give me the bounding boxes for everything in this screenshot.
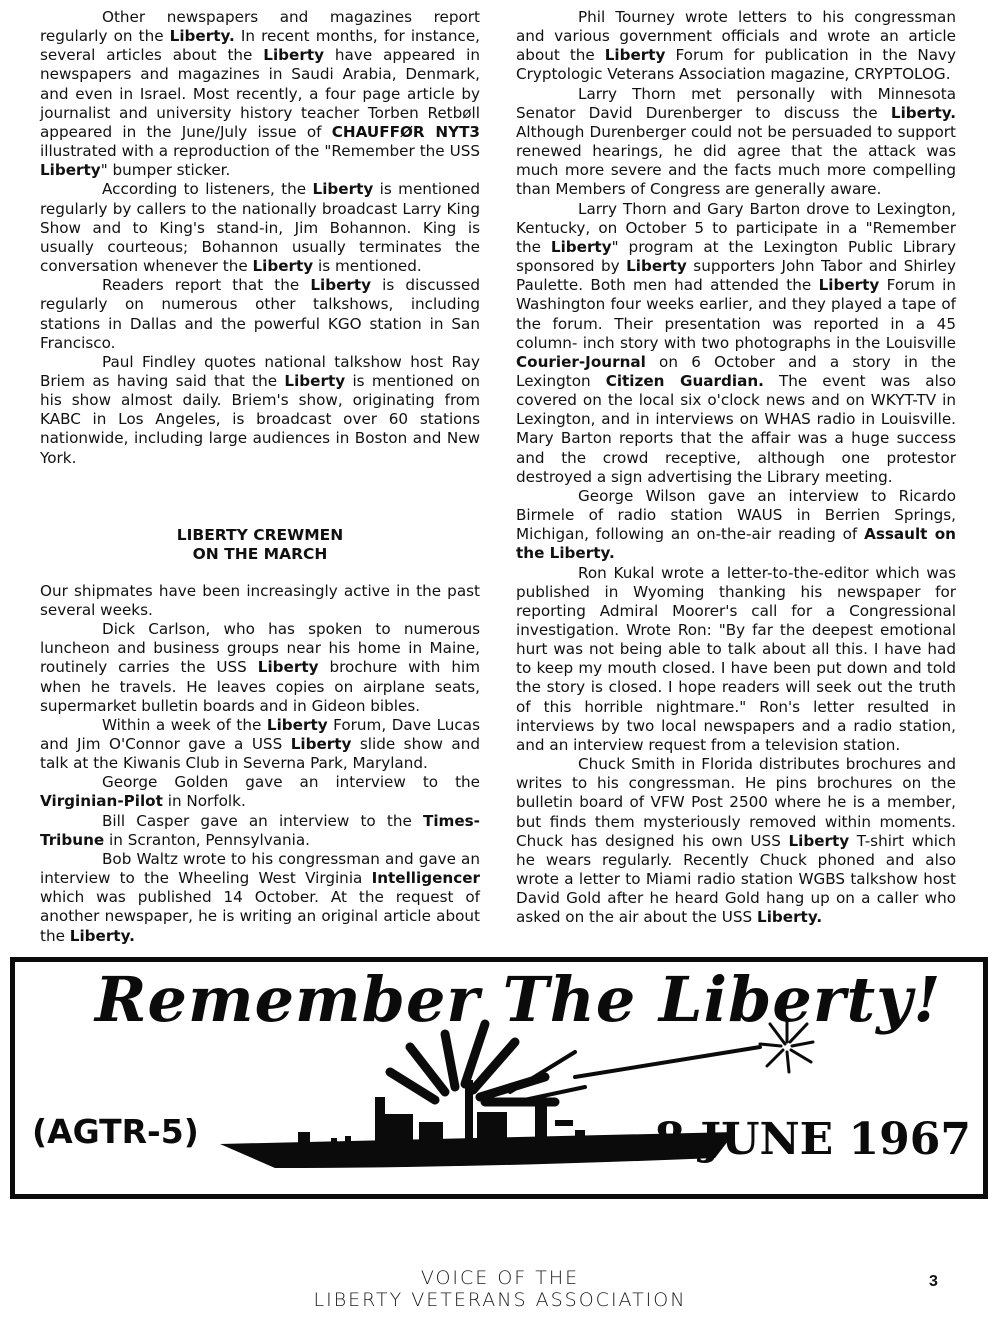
footer-line-1: VOICE OF THE — [420, 1267, 580, 1289]
paragraph: Readers report that the Liberty is discussed regularly on numerous other talkshows, including stations in Dallas and the powerful KGO station in San Francisco. — [40, 276, 480, 352]
paragraph: Within a week of the Liberty Forum, Dave Lucas and Jim O'Connor gave a USS Liberty slide show and talk at the Kiwanis Club in Severna Park, Maryland. — [40, 715, 480, 773]
paragraph: Ron Kukal wrote a letter-to-the-editor which was published in Wyoming thanking his newspaper for reporting Admiral Moorer's call for a Congressional investigation. Wrote Ron: "By far the deepest emotional hurt was not being able to talk about all this. I have had to keep my mouth closed. I have been put down and told the story is closed. I hope readers will seek out the truth of this horrible nightmare." Ron's letter resulted in interviews by two local newspapers and a radio station, and an interview request from a television station. — [516, 563, 956, 754]
page-number: 3 — [929, 1273, 938, 1290]
paragraph: Phil Tourney wrote letters to his congressman and various government officials and wrote an article about the Liberty Forum for publication in the Navy Cryptologic Veterans Association magazine, CRYPTOLOG. — [516, 8, 956, 84]
paragraph: Larry Thorn met personally with Minnesota Senator David Durenberger to discuss the Liberty. Although Durenberger could not be persuaded to support renewed hearings, he did agree that the attack was much more severe and the facts much more compelling than Members of Congress are generally aware. — [516, 84, 956, 199]
paragraph: Larry Thorn and Gary Barton drove to Lexington, Kentucky, on October 5 to participate in a "Remember the Liberty" program at the Lexington Public Library sponsored by Liberty supporters John Tabor and Shirley Paulette. Both men had attended the Liberty Forum in Washington four weeks earlier, and they played a tape of the forum. Their presentation was reported in a 45 column- inch story with two photographs in the Louisville Courier-Journal on 6 October and a story in the Lexington Citizen Guardian. The event was also covered on the local six o'clock news and on WKYT-TV in Lexington, and in interviews on WHAS radio in Louisville. Mary Barton reports that the affair was a huge success and the crowd receptive, although one protestor destroyed a sign advertising the Library meeting. — [516, 199, 957, 486]
paragraph: Paul Findley quotes national talkshow host Ray Briem as having said that the Liberty is mentioned on his show almost daily. Briem's show, originating from KABC in Los Angeles, is broadcast over 60 stations nationwide, including large audiences in Boston and New York. — [40, 352, 480, 467]
paragraph: Our shipmates have been increasingly active in the past several weeks. — [40, 581, 480, 619]
paragraph: According to listeners, the Liberty is mentioned regularly by callers to the nationally broadcast Larry King Show and to King's stand-in, Jim Bohannon. King is usually courteous; Bohannon usually terminates the conversation whenever the Liberty is mentioned. — [40, 180, 480, 276]
remember-liberty-banner — [10, 957, 988, 1199]
paragraph: George Golden gave an interview to the Virginian-Pilot in Norfolk. — [40, 773, 480, 811]
paragraph: Dick Carlson, who has spoken to numerous luncheon and business groups near his home in Maine, routinely carries the USS Liberty brochure with him when he travels. He leaves copies on airplane seats, supermarket bulletin boards and in Gideon bibles. — [40, 620, 480, 715]
paragraph: George Wilson gave an interview to Ricardo Birmele of radio station WAUS in Berrien Springs, Michigan, following an on-the-air reading of Assault on the Liberty. — [516, 486, 956, 563]
paragraph: Bob Waltz wrote to his congressman and gave an interview to the Wheeling West Virginia Intelligencer which was published 14 October. At the request of another newspaper, he is writing an original article about the Liberty. — [40, 849, 480, 945]
banner-date: 8 JUNE 1967 — [654, 1114, 971, 1165]
paragraph: Chuck Smith in Florida distributes brochures and writes to his congressman. He pins brochures on the bulletin board of VFW Post 2500 where he is a member, but finds them mysteriously removed within moments. Chuck has designed his own USS Liberty T-shirt which he wears regularly. Recently Chuck phoned and also wrote a letter to Miami radio station WGBS talkshow host David Gold after he heard Gold hang up on a caller who asked on the air about the USS Liberty. — [516, 755, 956, 927]
footer-line-2: LIBERTY VETERANS ASSOCIATION — [313, 1289, 687, 1311]
footer — [200, 1267, 800, 1311]
section-heading: ON THE MARCH — [192, 544, 328, 563]
section-heading: LIBERTY CREWMEN — [176, 525, 344, 544]
right-column — [516, 8, 956, 928]
banner-hull-code: (AGTR-5) — [32, 1112, 199, 1151]
left-column — [40, 8, 480, 946]
paragraph: Bill Casper gave an interview to the Times-Tribune in Scranton, Pennsylvania. — [40, 811, 480, 849]
banner-title: Remember The Liberty! — [95, 963, 942, 1036]
paragraph: Other newspapers and magazines report regularly on the Liberty. In recent months, for instance, several articles about the Liberty have appeared in newspapers and magazines in Saudi Arabia, Denmark, and even in Israel. Most recently, a four page article by journalist and university history teacher Torben Retbøll appeared in the June/July issue of CHAUFFØR NYT3 illustrated with a reproduction of the "Remember the USS Liberty" bumper sticker. — [40, 8, 480, 180]
